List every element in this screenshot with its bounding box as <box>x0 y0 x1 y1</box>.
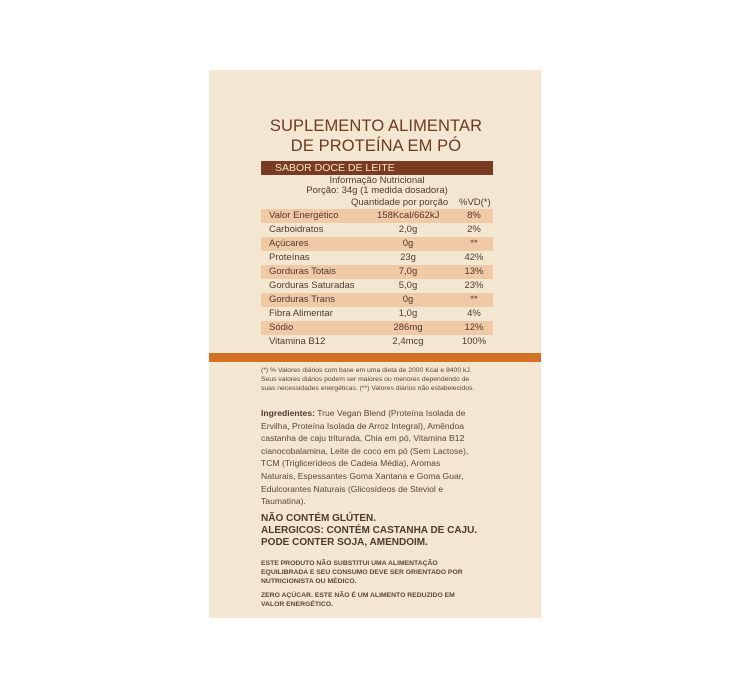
nutrient-vd: 4% <box>467 308 481 319</box>
table-row <box>261 321 493 335</box>
nutrient-vd: 12% <box>464 322 484 333</box>
table-row <box>261 279 493 293</box>
nutrient-name: Sódio <box>269 322 294 333</box>
ingredients-line: Taumatina). <box>261 496 306 507</box>
disclaimer-line: ZERO AÇÚCAR. ESTE NÃO É UM ALIMENTO REDUZIDO EM <box>261 592 455 599</box>
nutrient-name: Açúcares <box>269 238 309 249</box>
nutrient-quantity: 286mg <box>393 322 423 333</box>
nutrient-vd: 8% <box>467 210 481 221</box>
nutrient-quantity: 158Kcal/662kJ <box>377 210 440 221</box>
nutrient-vd: 42% <box>464 252 484 263</box>
info-title: Informação Nutricional <box>329 175 425 186</box>
nutrient-name: Proteínas <box>269 252 310 263</box>
ingredients-line: Ervilha, Proteína Isolada de Arroz Integral), Amêndoa <box>261 420 465 431</box>
nutrient-quantity: 0g <box>402 294 414 305</box>
table-row <box>261 293 493 307</box>
warning-line: PODE CONTER SOJA, AMENDOIM. <box>261 537 428 548</box>
footnote-line: (*) % Valores diários com base em uma dieta de 2000 Kcal e 8400 kJ. <box>261 367 472 374</box>
ingredients-line: Edulcorantes Naturais (Glicosídeos de Steviol e <box>261 483 443 494</box>
nutrient-name: Carboidratos <box>269 224 324 235</box>
flavor-banner: SABOR DOCE DE LEITE <box>261 161 493 175</box>
warning-line: ALERGICOS: CONTÉM CASTANHA DE CAJU. <box>261 525 478 536</box>
nutrient-quantity: 23g <box>400 252 416 263</box>
nutrition-label <box>209 70 541 618</box>
header-vd: %VD(*) <box>459 197 491 208</box>
table-row <box>261 209 493 223</box>
ingredients-label: Ingredientes: <box>261 408 315 418</box>
nutrient-name: Valor Energético <box>269 210 339 221</box>
table-row <box>261 223 493 237</box>
footnote-line: suas necessidades energéticas. (**) Valores diários não estabelecidos. <box>261 385 475 392</box>
nutrient-name: Vitamina B12 <box>269 336 326 347</box>
nutrient-vd: 100% <box>461 336 487 347</box>
nutrient-quantity: 1,0g <box>398 308 418 319</box>
footnote <box>261 366 501 393</box>
table-row <box>261 265 493 279</box>
ingredients-line: castanha de caju triturada, Chia em pó, Vitamina B12 <box>261 433 465 444</box>
orange-divider <box>209 353 541 362</box>
ingredients-line: TCM (Triglicerídeos de Cadeia Média), Aromas <box>261 458 441 469</box>
nutrient-quantity: 2,0g <box>398 224 418 235</box>
nutrient-quantity: 5,0g <box>398 280 418 291</box>
ingredients-line: Naturais, Espessantes Goma Xantana e Goma Guar, <box>261 470 464 481</box>
disclaimer-line: ESTE PRODUTO NÃO SUBSTITUI UMA ALIMENTAÇÃO <box>261 560 438 567</box>
ingredients-text: True Vegan Blend (Proteína Isolada de <box>314 408 466 418</box>
nutrient-name: Fibra Alimentar <box>269 308 333 319</box>
table-row <box>261 237 493 251</box>
ingredients-line <box>261 407 501 420</box>
table-row <box>261 335 493 349</box>
disclaimer <box>261 559 501 586</box>
nutrient-vd: 2% <box>467 224 481 235</box>
portion-text: Porção: 34g (1 medida dosadora) <box>306 185 448 196</box>
header-quantity: Quantidade por porção <box>351 197 449 208</box>
ingredients-line: cianocobalamina, Leite de coco em pó (Sem Lactose), <box>261 445 469 456</box>
table-row <box>261 251 493 265</box>
nutrient-name: Gorduras Trans <box>269 294 335 305</box>
disclaimer-line: EQUILIBRADA E SEU CONSUMO DEVE SER ORIENTADO POR <box>261 569 463 576</box>
disclaimer-line: NUTRICIONISTA OU MÉDICO. <box>261 578 357 585</box>
ingredients <box>261 407 501 508</box>
nutrient-vd: ** <box>470 238 478 249</box>
warning-line: NÃO CONTÉM GLÚTEN. <box>261 513 376 524</box>
product-title-line2: DE PROTEÍNA EM PÓ <box>290 137 462 155</box>
nutrient-quantity: 2,4mcg <box>392 336 424 347</box>
footnote-line: Seus valores diários podem ser maiores ou menores dependendo de <box>261 376 470 383</box>
nutrient-name: Gorduras Totais <box>269 266 336 277</box>
nutrient-quantity: 0g <box>402 238 414 249</box>
nutrient-vd: 23% <box>464 280 484 291</box>
nutrient-vd: ** <box>470 294 478 305</box>
table-row <box>261 307 493 321</box>
allergen-warnings <box>261 513 511 549</box>
zero-sugar-note <box>261 591 501 609</box>
nutrient-quantity: 7,0g <box>398 266 418 277</box>
nutrient-name: Gorduras Saturadas <box>269 280 355 291</box>
disclaimer-line: VALOR ENERGÉTICO. <box>261 601 334 608</box>
product-title-line1: SUPLEMENTO ALIMENTAR <box>269 117 483 135</box>
nutrient-vd: 13% <box>464 266 484 277</box>
